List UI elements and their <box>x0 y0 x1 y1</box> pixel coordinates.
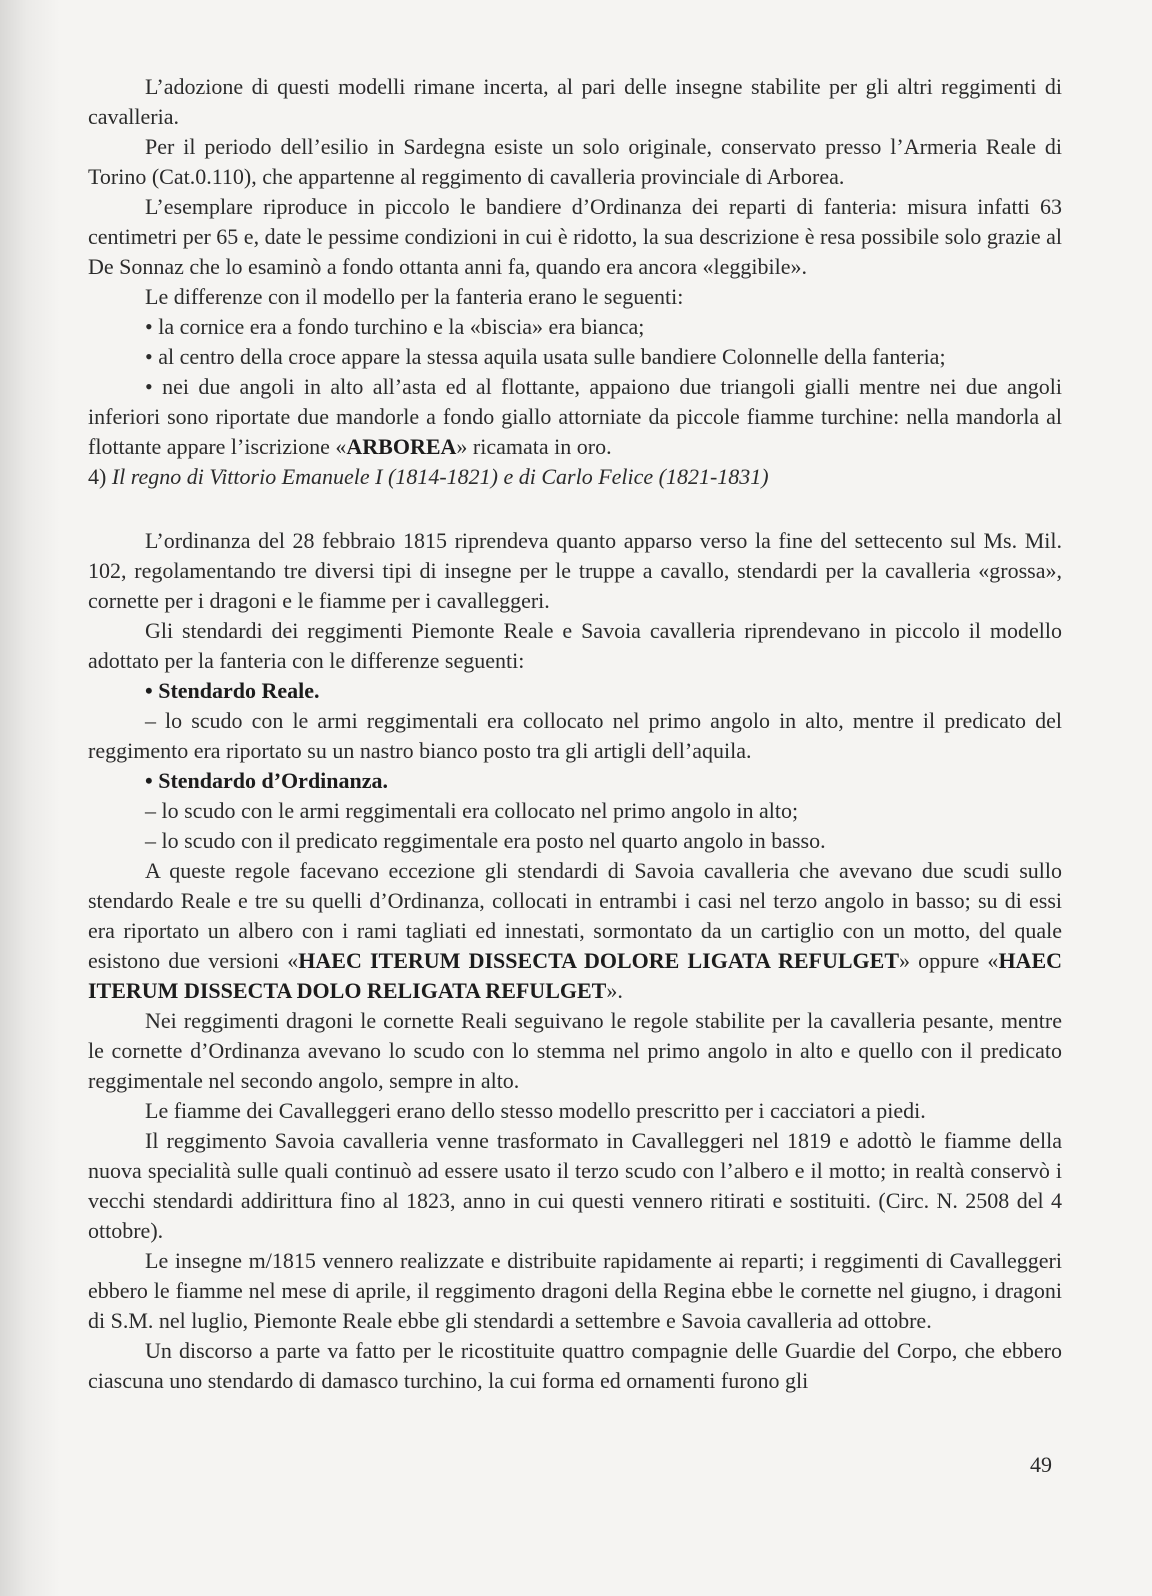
bullet-angoli-text: • nei due angoli in alto all’asta ed al flottante, appaiono due triangoli gialli mentre nei due angoli inferiori sono riportate due mandorle a fondo giallo attorniate da piccole fiamme turchine: nella mandorla al flottante appare l’iscrizione « <box>88 374 1062 459</box>
eccezione-text: A queste regole facevano eccezione gli stendardi di Savoia cavalleria che avevano due scudi sullo stendardo Reale e tre su quelli d’Ordinanza, collocati in entrambi i casi nel terzo angolo in basso; su di essi era riportato un albero con i rami tagliati ed innestati, sormontato da un cartiglio con un motto, del quale esistono due versioni « <box>88 858 1062 973</box>
eccezione-end: ». <box>606 978 623 1003</box>
item-ordinanza-quarto-angolo: – lo scudo con il predicato reggimentale era posto nel quarto angolo in basso. <box>145 828 826 853</box>
eccezione-mid: » oppure « <box>899 948 999 973</box>
heading-stendardo-ordinanza <box>88 766 1062 796</box>
bullet-angoli <box>88 372 1062 462</box>
section-heading-number: 4) <box>88 464 112 489</box>
stendardo-reale-label: • Stendardo Reale. <box>145 678 320 703</box>
paragraph-ordinanza-1815: L’ordinanza del 28 febbraio 1815 riprendeva quanto apparso verso la fine del settecento sul Ms. Mil. 102, regolamentando tre diversi tipi di insegne per le truppe a cavallo, stendardi per la cavalleria «grossa», cornette per i dragoni e le fiamme per i cavalleggeri. <box>88 528 1062 613</box>
paragraph-esilio-sardegna: Per il periodo dell’esilio in Sardegna esiste un solo originale, conservato presso l’Armeria Reale di Torino (Cat.0.110), che appartenne al reggimento di cavalleria provinciale di Arborea. <box>88 134 1062 189</box>
item-ordinanza-primo-angolo: – lo scudo con le armi reggimentali era collocato nel primo angolo in alto; <box>145 798 799 823</box>
item-stendardo-reale: – lo scudo con le armi reggimentali era collocato nel primo angolo in alto, mentre il predicato del reggimento era riportato su un nastro bianco posto tra gli artigli dell’aquila. <box>88 708 1062 763</box>
paragraph-eccezione-savoia <box>88 856 1062 1006</box>
bullet-cornice: • la cornice era a fondo turchino e la «biscia» era bianca; <box>145 314 645 339</box>
paragraph-dragoni: Nei reggimenti dragoni le cornette Reali seguivano le regole stabilite per la cavalleria pesante, mentre le cornette d’Ordinanza avevano lo scudo con lo stemma nel primo angolo in alto e quello con il predicato reggimentale nel secondo angolo, sempre in alto. <box>88 1008 1062 1093</box>
page-number: 49 <box>1030 1452 1052 1477</box>
paragraph-fiamme-cavalleggeri: Le fiamme dei Cavalleggeri erano dello stesso modello prescritto per i cacciatori a piedi. <box>145 1098 926 1123</box>
section-heading-title: Il regno di Vittorio Emanuele I (1814-1821) e di Carlo Felice (1821-1831) <box>111 464 769 489</box>
motto-version-2: HAEC ITERUM DISSECTA DOLO RELIGATA REFULGET <box>88 948 1062 1003</box>
paragraph-stendardi-reggimenti: Gli stendardi dei reggimenti Piemonte Reale e Savoia cavalleria riprendevano in piccolo il modello adottato per la fanteria con le differenze seguenti: <box>88 618 1062 673</box>
page-body <box>88 72 1062 1396</box>
section-heading <box>88 462 1062 492</box>
stendardo-ordinanza-label: • Stendardo d’Ordinanza. <box>145 768 389 793</box>
inscription-arborea: ARBOREA <box>346 434 457 459</box>
paragraph-adozione: L’adozione di questi modelli rimane incerta, al pari delle insegne stabilite per gli altri reggimenti di cavalleria. <box>88 74 1062 129</box>
section-spacer <box>88 492 1062 522</box>
paragraph-esemplare: L’esemplare riproduce in piccolo le bandiere d’Ordinanza dei reparti di fanteria: misura infatti 63 centimetri per 65 e, date le pessime condizioni in cui è ridotto, la sua descrizione è resa possibile solo grazie al De Sonnaz che lo esaminò a fondo ottanta anni fa, quando era ancora «leggibile». <box>88 194 1062 279</box>
paragraph-savoia-1819: Il reggimento Savoia cavalleria venne trasformato in Cavalleggeri nel 1819 e adottò le fiamme della nuova specialità sulle quali continuò ad essere usato il terzo scudo con l’albero e il motto; in realtà conservò i vecchi stendardi addirittura fino al 1823, anno in cui questi vennero ritirati e sostituiti. (Circ. N. 2508 del 4 ottobre). <box>88 1128 1062 1243</box>
paragraph-guardie-del-corpo: Un discorso a parte va fatto per le ricostituite quattro compagnie delle Guardie del Corpo, che ebbero ciascuna uno stendardo di damasco turchino, la cui forma ed ornamenti furono gli <box>88 1338 1062 1393</box>
scan-edge-shadow <box>0 0 60 1596</box>
bullet-angoli-end: » ricamata in oro. <box>456 434 612 459</box>
paragraph-insegne-1815: Le insegne m/1815 vennero realizzate e distribuite rapidamente ai reparti; i reggimenti di Cavalleggeri ebbero le fiamme nel mese di aprile, il reggimento dragoni della Regina ebbe le cornette nel giugno, i dragoni di S.M. nel luglio, Piemonte Reale ebbe gli stendardi a settembre e Savoia cavalleria ad ottobre. <box>88 1248 1062 1333</box>
bullet-aquila: • al centro della croce appare la stessa aquila usata sulle bandiere Colonnelle della fanteria; <box>145 344 946 369</box>
heading-stendardo-reale <box>88 676 1062 706</box>
motto-version-1: HAEC ITERUM DISSECTA DOLORE LIGATA REFULGET <box>298 948 899 973</box>
paragraph-differenze-intro: Le differenze con il modello per la fanteria erano le seguenti: <box>145 284 684 309</box>
